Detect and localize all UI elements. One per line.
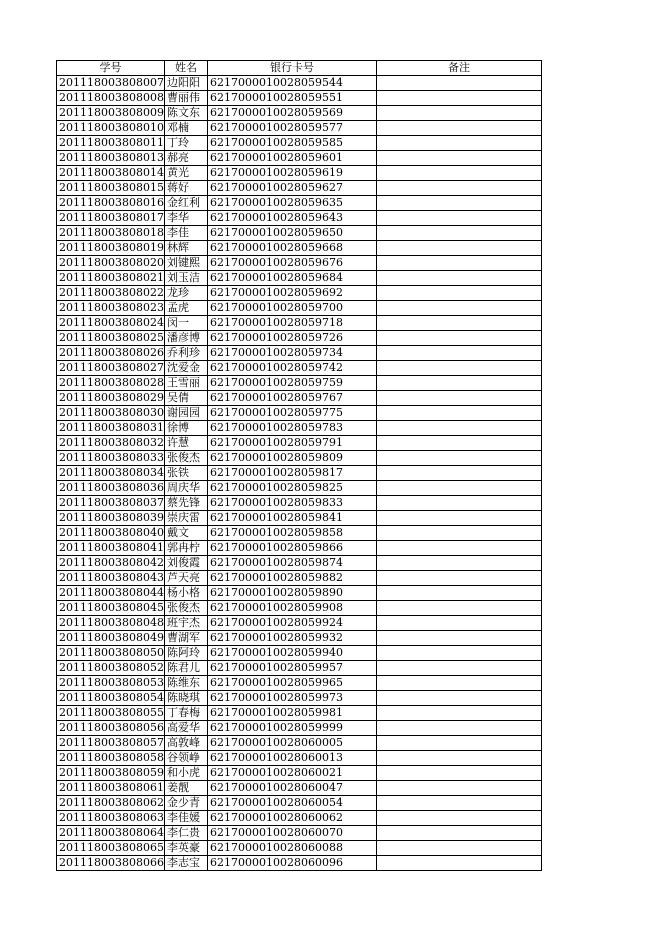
table-row: [57, 781, 542, 796]
cell-name[interactable]: 李佳: [164, 226, 207, 241]
cell-note[interactable]: [376, 151, 541, 166]
cell-student-id[interactable]: 201118003808016: [57, 196, 165, 211]
cell-note[interactable]: [376, 271, 541, 286]
cell-student-id[interactable]: 201118003808061: [57, 781, 165, 796]
cell-bank-card[interactable]: 6217000010028060096: [207, 856, 376, 871]
cell-name[interactable]: 沈爱金: [164, 361, 207, 376]
cell-bank-card[interactable]: 6217000010028060062: [207, 811, 376, 826]
cell-note[interactable]: [376, 466, 541, 481]
cell-student-id[interactable]: 201118003808010: [57, 121, 165, 136]
cell-student-id[interactable]: 201118003808063: [57, 811, 165, 826]
cell-bank-card[interactable]: 6217000010028059817: [207, 466, 376, 481]
table-row: [57, 91, 542, 106]
table-row: [57, 316, 542, 331]
cell-name[interactable]: 陈维东: [164, 676, 207, 691]
cell-student-id[interactable]: 201118003808036: [57, 481, 165, 496]
cell-note[interactable]: [376, 826, 541, 841]
table-row: [57, 736, 542, 751]
cell-name[interactable]: 闵一: [164, 316, 207, 331]
table-row: [57, 511, 542, 526]
cell-name[interactable]: 吴倩: [164, 391, 207, 406]
cell-student-id[interactable]: 201118003808042: [57, 556, 165, 571]
cell-student-id[interactable]: 201118003808007: [57, 76, 165, 91]
cell-name[interactable]: 金少青: [164, 796, 207, 811]
cell-bank-card[interactable]: 6217000010028059676: [207, 256, 376, 271]
cell-bank-card[interactable]: 6217000010028059890: [207, 586, 376, 601]
table-body: [57, 76, 542, 871]
cell-name[interactable]: 郝亮: [164, 151, 207, 166]
header-row: [57, 61, 542, 76]
table-row: [57, 706, 542, 721]
cell-student-id[interactable]: 201118003808054: [57, 691, 165, 706]
table-row: [57, 271, 542, 286]
cell-bank-card[interactable]: 6217000010028059833: [207, 496, 376, 511]
cell-note[interactable]: [376, 376, 541, 391]
cell-bank-card[interactable]: 6217000010028059585: [207, 136, 376, 151]
cell-student-id[interactable]: 201118003808014: [57, 166, 165, 181]
cell-name[interactable]: 李英豪: [164, 841, 207, 856]
table-row: [57, 346, 542, 361]
header-name[interactable]: 姓名: [164, 61, 207, 76]
cell-bank-card[interactable]: 6217000010028059999: [207, 721, 376, 736]
header-note[interactable]: 备注: [376, 61, 541, 76]
cell-student-id[interactable]: 201118003808020: [57, 256, 165, 271]
cell-bank-card[interactable]: 6217000010028059692: [207, 286, 376, 301]
cell-bank-card[interactable]: 6217000010028059874: [207, 556, 376, 571]
cell-bank-card[interactable]: 6217000010028059643: [207, 211, 376, 226]
cell-name[interactable]: 谢园园: [164, 406, 207, 421]
cell-note[interactable]: [376, 76, 541, 91]
cell-note[interactable]: [376, 211, 541, 226]
cell-note[interactable]: [376, 631, 541, 646]
table-row: [57, 676, 542, 691]
cell-name[interactable]: 戴文: [164, 526, 207, 541]
cell-bank-card[interactable]: 6217000010028059767: [207, 391, 376, 406]
cell-name[interactable]: 李志宝: [164, 856, 207, 871]
cell-student-id[interactable]: 201118003808032: [57, 436, 165, 451]
cell-bank-card[interactable]: 6217000010028059809: [207, 451, 376, 466]
cell-note[interactable]: [376, 166, 541, 181]
table-row: [57, 541, 542, 556]
table-row: [57, 226, 542, 241]
table-row: [57, 556, 542, 571]
cell-note[interactable]: [376, 451, 541, 466]
cell-note[interactable]: [376, 406, 541, 421]
cell-bank-card[interactable]: 6217000010028060005: [207, 736, 376, 751]
cell-student-id[interactable]: 201118003808023: [57, 301, 165, 316]
cell-student-id[interactable]: 201118003808039: [57, 511, 165, 526]
table-row: [57, 301, 542, 316]
cell-name[interactable]: 龙珍: [164, 286, 207, 301]
cell-name[interactable]: 周庆华: [164, 481, 207, 496]
cell-note[interactable]: [376, 226, 541, 241]
cell-note[interactable]: [376, 706, 541, 721]
table-row: [57, 451, 542, 466]
cell-note[interactable]: [376, 391, 541, 406]
cell-note[interactable]: [376, 346, 541, 361]
cell-bank-card[interactable]: 6217000010028060013: [207, 751, 376, 766]
table-row: [57, 331, 542, 346]
table-row: [57, 841, 542, 856]
cell-bank-card[interactable]: 6217000010028059601: [207, 151, 376, 166]
cell-bank-card[interactable]: 6217000010028059932: [207, 631, 376, 646]
table-row: [57, 121, 542, 136]
cell-bank-card[interactable]: 6217000010028059726: [207, 331, 376, 346]
table-row: [57, 181, 542, 196]
cell-bank-card[interactable]: 6217000010028059577: [207, 121, 376, 136]
cell-name[interactable]: 陈文东: [164, 106, 207, 121]
cell-name[interactable]: 郭冉柠: [164, 541, 207, 556]
cell-note[interactable]: [376, 181, 541, 196]
cell-note[interactable]: [376, 421, 541, 436]
cell-bank-card[interactable]: 6217000010028059635: [207, 196, 376, 211]
cell-student-id[interactable]: 201118003808044: [57, 586, 165, 601]
cell-bank-card[interactable]: 6217000010028059858: [207, 526, 376, 541]
cell-student-id[interactable]: 201118003808043: [57, 571, 165, 586]
cell-note[interactable]: [376, 106, 541, 121]
cell-student-id[interactable]: 201118003808040: [57, 526, 165, 541]
table-row: [57, 571, 542, 586]
cell-student-id[interactable]: 201118003808031: [57, 421, 165, 436]
cell-name[interactable]: 张铁: [164, 466, 207, 481]
cell-student-id[interactable]: 201118003808013: [57, 151, 165, 166]
cell-note[interactable]: [376, 91, 541, 106]
table-row: [57, 721, 542, 736]
table-row: [57, 106, 542, 121]
cell-student-id[interactable]: 201118003808025: [57, 331, 165, 346]
cell-student-id[interactable]: 201118003808011: [57, 136, 165, 151]
cell-note[interactable]: [376, 526, 541, 541]
table-row: [57, 196, 542, 211]
table-row: [57, 241, 542, 256]
table-row: [57, 286, 542, 301]
cell-name[interactable]: 张俊杰: [164, 451, 207, 466]
table-row: [57, 661, 542, 676]
cell-name[interactable]: 李仁贵: [164, 826, 207, 841]
cell-bank-card[interactable]: 6217000010028059783: [207, 421, 376, 436]
cell-note[interactable]: [376, 856, 541, 871]
cell-student-id[interactable]: 201118003808059: [57, 766, 165, 781]
cell-student-id[interactable]: 201118003808041: [57, 541, 165, 556]
cell-name[interactable]: 潘彦博: [164, 331, 207, 346]
cell-note[interactable]: [376, 841, 541, 856]
cell-student-id[interactable]: 201118003808062: [57, 796, 165, 811]
cell-bank-card[interactable]: 6217000010028059908: [207, 601, 376, 616]
cell-student-id[interactable]: 201118003808030: [57, 406, 165, 421]
cell-note[interactable]: [376, 331, 541, 346]
table-row: [57, 631, 542, 646]
table-row: [57, 361, 542, 376]
cell-bank-card[interactable]: 6217000010028059825: [207, 481, 376, 496]
table-row: [57, 136, 542, 151]
cell-name[interactable]: 丁春梅: [164, 706, 207, 721]
cell-bank-card[interactable]: 6217000010028059924: [207, 616, 376, 631]
cell-note[interactable]: [376, 541, 541, 556]
cell-name[interactable]: 黄光: [164, 166, 207, 181]
cell-bank-card[interactable]: 6217000010028059957: [207, 661, 376, 676]
cell-bank-card[interactable]: 6217000010028059650: [207, 226, 376, 241]
cell-note[interactable]: [376, 811, 541, 826]
cell-note[interactable]: [376, 301, 541, 316]
table-row: [57, 436, 542, 451]
cell-name[interactable]: 陈阿玲: [164, 646, 207, 661]
table-row: [57, 691, 542, 706]
table-row: [57, 826, 542, 841]
cell-bank-card[interactable]: 6217000010028059965: [207, 676, 376, 691]
cell-bank-card[interactable]: 6217000010028059940: [207, 646, 376, 661]
cell-name[interactable]: 高敦峰: [164, 736, 207, 751]
cell-note[interactable]: [376, 136, 541, 151]
cell-name[interactable]: 陈晓琪: [164, 691, 207, 706]
cell-bank-card[interactable]: 6217000010028060047: [207, 781, 376, 796]
cell-bank-card[interactable]: 6217000010028060070: [207, 826, 376, 841]
cell-student-id[interactable]: 201118003808026: [57, 346, 165, 361]
cell-bank-card[interactable]: 6217000010028059973: [207, 691, 376, 706]
table-row: [57, 151, 542, 166]
student-bank-card-table: [56, 60, 542, 871]
cell-student-id[interactable]: 201118003808022: [57, 286, 165, 301]
table-row: [57, 376, 542, 391]
table-row: [57, 391, 542, 406]
table-row: [57, 481, 542, 496]
cell-bank-card[interactable]: 6217000010028059734: [207, 346, 376, 361]
cell-name[interactable]: 曹丽伟: [164, 91, 207, 106]
header-student-id[interactable]: 学号: [57, 61, 165, 76]
cell-note[interactable]: [376, 736, 541, 751]
cell-bank-card[interactable]: 6217000010028059700: [207, 301, 376, 316]
cell-name[interactable]: 刘俊霞: [164, 556, 207, 571]
cell-bank-card[interactable]: 6217000010028059627: [207, 181, 376, 196]
cell-note[interactable]: [376, 691, 541, 706]
cell-name[interactable]: 高爱华: [164, 721, 207, 736]
cell-name[interactable]: 曹湖军: [164, 631, 207, 646]
cell-bank-card[interactable]: 6217000010028059551: [207, 91, 376, 106]
table-row: [57, 76, 542, 91]
cell-name[interactable]: 乔利珍: [164, 346, 207, 361]
cell-note[interactable]: [376, 556, 541, 571]
cell-student-id[interactable]: 201118003808058: [57, 751, 165, 766]
cell-bank-card[interactable]: 6217000010028059684: [207, 271, 376, 286]
cell-name[interactable]: 和小虎: [164, 766, 207, 781]
cell-student-id[interactable]: 201118003808045: [57, 601, 165, 616]
cell-note[interactable]: [376, 481, 541, 496]
cell-note[interactable]: [376, 121, 541, 136]
table-row: [57, 211, 542, 226]
cell-student-id[interactable]: 201118003808018: [57, 226, 165, 241]
cell-bank-card[interactable]: 6217000010028059791: [207, 436, 376, 451]
cell-bank-card[interactable]: 6217000010028059866: [207, 541, 376, 556]
table-row: [57, 586, 542, 601]
cell-name[interactable]: 孟虎: [164, 301, 207, 316]
cell-name[interactable]: 林辉: [164, 241, 207, 256]
cell-name[interactable]: 蒋好: [164, 181, 207, 196]
table-row: [57, 766, 542, 781]
cell-note[interactable]: [376, 676, 541, 691]
table-row: [57, 856, 542, 871]
cell-note[interactable]: [376, 511, 541, 526]
cell-name[interactable]: 杨小格: [164, 586, 207, 601]
table-row: [57, 796, 542, 811]
cell-bank-card[interactable]: 6217000010028059569: [207, 106, 376, 121]
cell-name[interactable]: 张俊杰: [164, 601, 207, 616]
table-row: [57, 496, 542, 511]
cell-student-id[interactable]: 201118003808052: [57, 661, 165, 676]
cell-bank-card[interactable]: 6217000010028059882: [207, 571, 376, 586]
cell-student-id[interactable]: 201118003808028: [57, 376, 165, 391]
cell-note[interactable]: [376, 661, 541, 676]
cell-bank-card[interactable]: 6217000010028059619: [207, 166, 376, 181]
cell-student-id[interactable]: 201118003808049: [57, 631, 165, 646]
cell-bank-card[interactable]: 6217000010028059718: [207, 316, 376, 331]
cell-student-id[interactable]: 201118003808024: [57, 316, 165, 331]
cell-name[interactable]: 刘键熙: [164, 256, 207, 271]
cell-bank-card[interactable]: 6217000010028059742: [207, 361, 376, 376]
cell-student-id[interactable]: 201118003808053: [57, 676, 165, 691]
cell-student-id[interactable]: 201118003808027: [57, 361, 165, 376]
cell-name[interactable]: 王雪丽: [164, 376, 207, 391]
cell-note[interactable]: [376, 436, 541, 451]
cell-student-id[interactable]: 201118003808056: [57, 721, 165, 736]
cell-name[interactable]: 金红利: [164, 196, 207, 211]
cell-name[interactable]: 邓楠: [164, 121, 207, 136]
cell-note[interactable]: [376, 796, 541, 811]
cell-bank-card[interactable]: 6217000010028059668: [207, 241, 376, 256]
cell-note[interactable]: [376, 286, 541, 301]
cell-note[interactable]: [376, 586, 541, 601]
table-row: [57, 526, 542, 541]
table-row: [57, 466, 542, 481]
cell-student-id[interactable]: 201118003808065: [57, 841, 165, 856]
table-row: [57, 256, 542, 271]
cell-note[interactable]: [376, 256, 541, 271]
cell-bank-card[interactable]: 6217000010028059841: [207, 511, 376, 526]
table-row: [57, 751, 542, 766]
cell-name[interactable]: 边阳阳: [164, 76, 207, 91]
table-row: [57, 601, 542, 616]
cell-name[interactable]: 蔡先锋: [164, 496, 207, 511]
table-row: [57, 616, 542, 631]
table-row: [57, 811, 542, 826]
cell-student-id[interactable]: 201118003808034: [57, 466, 165, 481]
cell-name[interactable]: 李华: [164, 211, 207, 226]
header-bank-card[interactable]: 银行卡号: [207, 61, 376, 76]
cell-student-id[interactable]: 201118003808064: [57, 826, 165, 841]
cell-bank-card[interactable]: 6217000010028059775: [207, 406, 376, 421]
cell-note[interactable]: [376, 616, 541, 631]
cell-student-id[interactable]: 201118003808019: [57, 241, 165, 256]
cell-note[interactable]: [376, 316, 541, 331]
cell-student-id[interactable]: 201118003808017: [57, 211, 165, 226]
cell-note[interactable]: [376, 781, 541, 796]
cell-student-id[interactable]: 201118003808066: [57, 856, 165, 871]
cell-student-id[interactable]: 201118003808037: [57, 496, 165, 511]
cell-note[interactable]: [376, 751, 541, 766]
cell-student-id[interactable]: 201118003808029: [57, 391, 165, 406]
cell-note[interactable]: [376, 496, 541, 511]
cell-name[interactable]: 刘玉洁: [164, 271, 207, 286]
table-row: [57, 166, 542, 181]
cell-student-id[interactable]: 201118003808009: [57, 106, 165, 121]
cell-name[interactable]: 姜靓: [164, 781, 207, 796]
cell-student-id[interactable]: 201118003808050: [57, 646, 165, 661]
cell-student-id[interactable]: 201118003808021: [57, 271, 165, 286]
cell-note[interactable]: [376, 571, 541, 586]
table-row: [57, 421, 542, 436]
cell-note[interactable]: [376, 766, 541, 781]
cell-bank-card[interactable]: 6217000010028059759: [207, 376, 376, 391]
cell-name[interactable]: 丁玲: [164, 136, 207, 151]
cell-note[interactable]: [376, 721, 541, 736]
cell-name[interactable]: 崇庆雷: [164, 511, 207, 526]
cell-bank-card[interactable]: 6217000010028060088: [207, 841, 376, 856]
cell-name[interactable]: 芦天亮: [164, 571, 207, 586]
table-row: [57, 646, 542, 661]
table-row: [57, 406, 542, 421]
cell-note[interactable]: [376, 646, 541, 661]
cell-student-id[interactable]: 201118003808055: [57, 706, 165, 721]
cell-bank-card[interactable]: 6217000010028059544: [207, 76, 376, 91]
cell-student-id[interactable]: 201118003808048: [57, 616, 165, 631]
cell-student-id[interactable]: 201118003808033: [57, 451, 165, 466]
cell-name[interactable]: 李佳媛: [164, 811, 207, 826]
cell-name[interactable]: 陈君儿: [164, 661, 207, 676]
cell-bank-card[interactable]: 6217000010028059981: [207, 706, 376, 721]
cell-student-id[interactable]: 201118003808015: [57, 181, 165, 196]
cell-note[interactable]: [376, 361, 541, 376]
cell-name[interactable]: 许慧: [164, 436, 207, 451]
cell-name[interactable]: 徐博: [164, 421, 207, 436]
cell-name[interactable]: 谷领峥: [164, 751, 207, 766]
cell-note[interactable]: [376, 601, 541, 616]
cell-bank-card[interactable]: 6217000010028060054: [207, 796, 376, 811]
cell-name[interactable]: 班宇杰: [164, 616, 207, 631]
cell-note[interactable]: [376, 196, 541, 211]
cell-student-id[interactable]: 201118003808057: [57, 736, 165, 751]
cell-student-id[interactable]: 201118003808008: [57, 91, 165, 106]
cell-bank-card[interactable]: 6217000010028060021: [207, 766, 376, 781]
cell-note[interactable]: [376, 241, 541, 256]
